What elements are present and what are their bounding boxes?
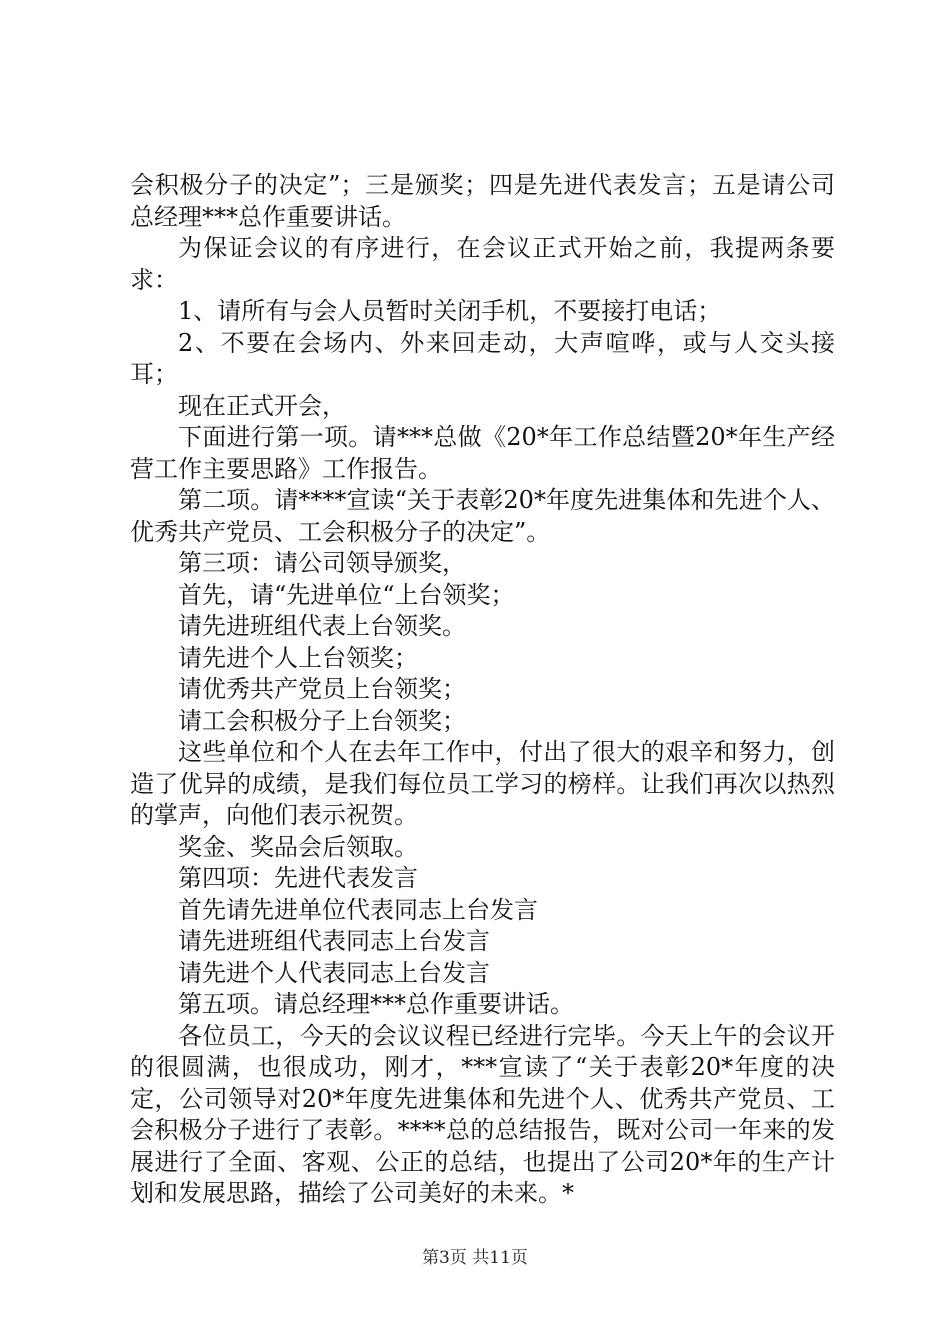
paragraph-14: 这些单位和个人在去年工作中，付出了很大的艰辛和努力，创造了优异的成绩，是我们每位员工学习的榜样。让我们再次以热烈的掌声，向他们表示祝贺。 <box>130 738 835 829</box>
paragraph-8: 第三项：请公司领导颁奖， <box>178 549 466 577</box>
paragraph-3: 1、请所有与会人员暂时关闭手机，不要接打电话； <box>178 297 722 325</box>
paragraph-18: 请先进班组代表同志上台发言 <box>178 927 490 955</box>
paragraph-12: 请优秀共产党员上台领奖； <box>178 675 466 703</box>
paragraph-15: 奖金、奖品会后领取。 <box>178 832 418 861</box>
paragraph-10: 请先进班组代表上台领奖。 <box>178 612 466 640</box>
paragraph-19: 请先进个人代表同志上台发言 <box>178 958 490 987</box>
paragraph-11: 请先进个人上台领奖； <box>178 643 418 672</box>
paragraph-1: 会积极分子的决定”；三是颁奖；四是先进代表发言；五是请公司总经理***总作重要讲话。 <box>130 171 835 231</box>
paragraph-21: 各位员工，今天的会议议程已经进行完毕。今天上午的会议开的很圆满，也很成功，刚才，***宣读了“关于表彰20*年度的决定，公司领导对20*年度先进集体和先进个人、优秀共产党员、工会积极分子进行了表彰。****总的总结报告，既对公司一年来的发展进行了全面、客观、公正的总结，也提出了公司20*年的生产计划和发展思路，描绘了公司美好的未来。* <box>130 1021 835 1207</box>
paragraph-6: 下面进行第一项。请***总做《20*年工作总结暨20*年生产经营工作主要思路》工作报告。 <box>130 423 835 483</box>
paragraph-5: 现在正式开会， <box>178 391 346 420</box>
paragraph-17: 首先请先进单位代表同志上台发言 <box>178 895 538 924</box>
paragraph-16: 第四项：先进代表发言 <box>178 864 418 892</box>
paragraph-2: 为保证会议的有序进行，在会议正式开始之前，我提两条要求： <box>130 234 835 294</box>
paragraph-9: 首先，请“先进单位“上台领奖； <box>178 580 515 609</box>
paragraph-7: 第二项。请****宣读“关于表彰20*年度先进集体和先进个人、优秀共产党员、工会积极分子的决定”。 <box>130 486 835 546</box>
document-body <box>130 170 835 1210</box>
paragraph-4: 2、不要在会场内、外来回走动，大声喧哗，或与人交头接耳； <box>130 328 835 388</box>
page-number-footer: 第3页 共11页 <box>422 1248 528 1268</box>
paragraph-20: 第五项。请总经理***总作重要讲话。 <box>178 990 574 1018</box>
paragraph-13: 请工会积极分子上台领奖； <box>178 706 466 735</box>
